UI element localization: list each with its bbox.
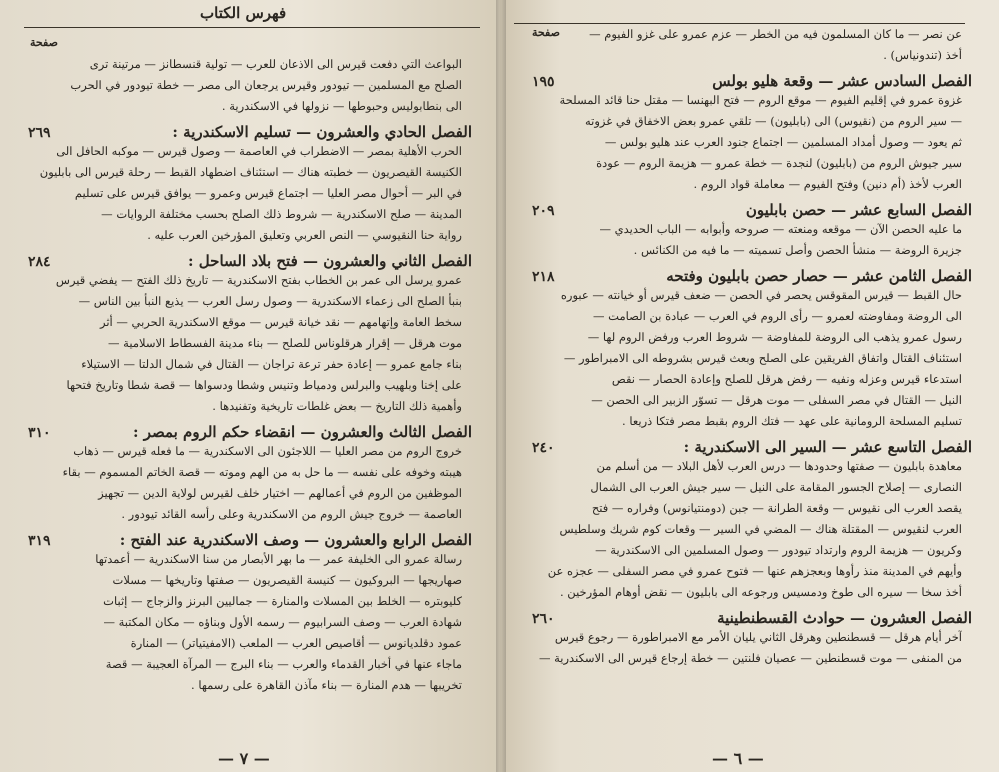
toc-chapter [532, 72, 972, 195]
toc-line: في البر — أحوال مصر العليا — اجتماع قيرس وعمرو — يوافق قيرس على تسليم [74, 186, 462, 200]
toc-line: كليوبتره — الخلط بين المسلات والمنارة — جماليين البرنز والزجاج — إثبات [103, 594, 462, 608]
page-number: — ٧ — [218, 749, 270, 768]
toc-line: رسول عمرو يذهب الى الروضة للمفاوضة — شروط العرب ورفض الروم لها — [587, 330, 962, 344]
toc-line: بنبأ الصلح الى زعماء الاسكندرية — وصول رسل العرب — يذيع النبأ بين الناس — [78, 294, 462, 308]
toc-right [532, 24, 972, 669]
toc-line: الموظفين من الروم في أعمالهم — اختيار خلف لقيرس لولاية الدين — تجهيز [98, 486, 462, 500]
chapter-title: الفصل الثاني والعشرون — فتح بلاد الساحل : [188, 252, 472, 270]
toc-line: ثم يعود — وصول أمداد المسلمين — اجتماع جنود العرب عند هليو بولس — [604, 135, 962, 149]
chapter-heading [532, 609, 972, 627]
chapter-title: الفصل الحادي والعشرون — تسليم الاسكندرية : [172, 123, 472, 141]
toc-chapter [532, 438, 972, 603]
toc-line: وكريون — هزيمة الروم وارتداد تيودور — وصول المسلمين الى الاسكندرية — [595, 543, 962, 557]
right-page [500, 0, 999, 772]
toc-line: حال القبط — قيرس المقوقس يحصر في الحصن — ضعف قيرس أو خيانته — عبوره [560, 288, 962, 302]
chapter-page-number: ٢٤٠ [532, 440, 555, 456]
toc-line: تخريبها — هدم المنارة — بناء مآذن القاهرة على رسمها . [191, 678, 462, 692]
toc-line: رواية حنا النقيوسي — النص العربي وتعليق المؤرخين العرب عليه . [147, 228, 462, 242]
toc-line: النصارى — إصلاح الجسور المقامة على النيل — سير جيش العرب الى الشمال [590, 480, 962, 494]
toc-line: البواعث التي دفعت قيرس الى الاذعان للعرب — تولية قنسطانز — مرتينة ترى [89, 57, 462, 71]
toc-line: المدينة — صلح الاسكندرية — شروط ذلك الصلح بحسب مختلفة الروايات — [101, 207, 462, 221]
toc-line: جزيرة الروضة — منشأ الحصن وأصل تسميته — ما فيه من الكنائس . [633, 243, 962, 257]
chapter-title: الفصل الرابع والعشرون — وصف الاسكندرية عند الفتح : [119, 531, 472, 549]
toc-line: صهاريجها — البروكيون — كنيسة القيصريون — صفتها وتاريخها — مسلات [112, 573, 462, 587]
chapter-title: الفصل العشرون — حوادث القسطنطينية [717, 609, 972, 627]
page-number: — ٦ — [712, 749, 764, 768]
toc-line: استدعاء قيرس وعزله ونفيه — رفض هرقل للصلح وإعادة الحصار — نقص [611, 372, 962, 386]
chapter-page-number: ٣١٠ [28, 425, 51, 441]
chapter-page-number: ٢٠٩ [532, 203, 555, 219]
toc-line: آخر أيام هرقل — قسطنطين وهرقل الثاني يليان الأمر مع الامبراطورة — رجوع قيرس [554, 630, 962, 644]
chapter-page-number: ٣١٩ [28, 533, 51, 549]
chapter-heading [28, 531, 472, 549]
toc-chapter [28, 123, 472, 246]
toc-line: سير جيوش الروم من (بابليون) لنجدة — خطة عمرو — هزيمة الروم — عودة [596, 156, 962, 170]
page-column-header: صفحة [532, 26, 560, 39]
toc-chapter [28, 531, 472, 696]
toc-line: العاصمة — خروج جيش الروم من الاسكندرية وعلى رأسه القائد تيودور . [121, 507, 462, 521]
toc-line: ماجاء عنها في أخبار القدماء والعرب — بناء البرج — المرآة العجيبة — قصة [105, 657, 462, 671]
chapter-title: الفصل السادس عشر — وقعة هليو بولس [712, 72, 972, 90]
running-head: فهرس الكتاب [200, 4, 287, 22]
toc-line: رسالة عمرو الى الخليفة عمر — ما بهر الأبصار من سنا الاسكندرية — أعمدتها [95, 552, 462, 566]
toc-line: تسليم المسلحة الرومانية على عهد — فتك الروم بقبط مصر فتكا ذريعا . [622, 414, 962, 428]
toc-line: غزوة عمرو في إقليم الفيوم — موقع الروم — فتح البهنسا — مقتل حنا قائد المسلحة [559, 93, 962, 107]
chapter-heading [28, 252, 472, 270]
toc-chapter [532, 267, 972, 432]
chapter-title: الفصل الثالث والعشرون — انقضاء حكم الروم بمصر : [132, 423, 472, 441]
toc-line: ما عليه الحصن الآن — موقعه ومنعته — صروحه وأبوابه — الباب الحديدي — [599, 222, 962, 236]
chapter-heading [28, 423, 472, 441]
toc-line: من المنفى — موت قسطنطين — عصيان فلنتين — خطة إرجاع قيرس الى الاسكندرية — [538, 651, 962, 665]
toc-line: بناء جامع عمرو — إعادة حفر ترعة تراجان — القتال في شمال الدلتا — الاستيلاء [81, 357, 462, 371]
toc-chapter [532, 609, 972, 669]
page-column-header: صفحة [30, 36, 58, 49]
header-rule [24, 27, 480, 28]
chapter-page-number: ٢٦٠ [532, 611, 555, 627]
toc-line: معاهدة بابليون — صفتها وحدودها — درس العرب لأهل البلاد — من أسلم من [596, 459, 962, 473]
book-gutter [496, 0, 506, 772]
toc-line: استئناف القتال واتفاق الفريقين على الصلح وبعث قيرس بشروطه الى الامبراطور — [563, 351, 962, 365]
toc-line: سخط العامة وإتهامهم — نقد خيانة قيرس — موقع الاسكندرية الحربي — أثر [99, 315, 462, 329]
chapter-title: الفصل السابع عشر — حصن بابليون [745, 201, 972, 219]
chapter-title: الفصل التاسع عشر — السير الى الاسكندرية : [683, 438, 972, 456]
toc-line: الى الروضة ومفاوضته لعمرو — رأى الروم في العرب — عبادة بن الصامت — [593, 309, 962, 323]
toc-line: الصلح مع المسلمين — تيودور وقيرس يرجعان الى مصر — خطة تيودور في الحرب [70, 78, 462, 92]
toc-line: عن نصر — ما كان المسلمون فيه من الخطر — عزم عمرو على غزو الفيوم — [589, 27, 962, 41]
toc-line: العرب لنقيوس — المقتلة هناك — المضي في السير — وقعات كوم شريك وسلطيس [559, 522, 962, 536]
chapter-title: الفصل الثامن عشر — حصار حصن بابليون وفتحه [666, 267, 972, 285]
toc-chapter [28, 423, 472, 525]
toc-chapter [532, 201, 972, 261]
chapter-heading [532, 72, 972, 90]
toc-line: شهادة العرب — وصف السرابيوم — رسمه الأول وبناؤه — مكان المكتبة — [103, 615, 462, 629]
toc-line: الحرب الأهلية بمصر — الاضطراب في العاصمة — وصول قيرس — موكبه الحافل الى [56, 144, 462, 158]
chapter-page-number: ١٩٥ [532, 74, 555, 90]
chapter-page-number: ٢٨٤ [28, 254, 51, 270]
toc-line: عمرو يرسل الى عمر بن الخطاب بفتح الاسكندرية — تاريخ ذلك الفتح — يفضي قيرس [55, 273, 462, 287]
toc-left [28, 54, 472, 696]
toc-line: وأهمية ذلك التاريخ — بعض غلطات تاريخية وتفنيدها . [212, 399, 462, 413]
toc-line: عمود دقلديانوس — أقاصيص العرب — الملعب (الامفيتياتر) — المنارة [130, 636, 462, 650]
toc-line: الكنيسة القيصريون — خطبته هناك — استئناف اضطهاد القبط — رحلة قيرس الى بابليون [39, 165, 462, 179]
toc-line: أخذ (تندونياس) . [883, 48, 962, 62]
chapter-heading [532, 201, 972, 219]
toc-line: النيل — القتال في مصر السفلى — موت هرقل — تسوّر الزبير الى الحصن — [591, 393, 962, 407]
toc-line: الى بنطابوليس وحبوطها — نزولها في الاسكندرية . [221, 99, 462, 113]
chapter-page-number: ٢١٨ [532, 269, 555, 285]
chapter-heading [532, 267, 972, 285]
toc-line: — سير الروم من (نقيوس) الى (بابليون) — تلقي عمرو بعض الاخفاق في غزوته [585, 114, 962, 128]
toc-line: وأيهم في المدينة منذ رأوها وبعجزهم عنها — فتوح عمرو في مصر السفلى — عجزه عن [547, 564, 962, 578]
toc-line: أخذ سخا — سيره الى طوخ ودمسيس ورجوعه الى بابليون — نقض أوهام المؤرخين . [560, 585, 962, 599]
chapter-heading [28, 123, 472, 141]
chapter-heading [532, 438, 972, 456]
chapter-page-number: ٢٦٩ [28, 125, 51, 141]
toc-line: خروج الروم من مصر العليا — اللاجئون الى الاسكندرية — ما فعله قيرس — ذهاب [73, 444, 462, 458]
toc-line: يقصد العرب الى نقيوس — وقعة الطرانة — جبن (دومنتيانوس) وفراره — فتح [591, 501, 962, 515]
toc-line: هيبته وخوفه على نفسه — ما حل به من الهم وموته — قصة الخاتم المسموم — بقاء [62, 465, 462, 479]
toc-line: على إخنا وبلهيب والبرلس ودمياط وتنيس وشطا ودسواها — قصة شطا وتاريخ فتحها [66, 378, 462, 392]
toc-line: العرب لأخذ (أم دنين) وفتح الفيوم — معاملة قواد الروم . [693, 177, 962, 191]
toc-chapter [28, 252, 472, 417]
toc-line: موت هرقل — إقرار هرقلوناس للصلح — بناء مدينة الفسطاط الاسلامية — [108, 336, 462, 350]
